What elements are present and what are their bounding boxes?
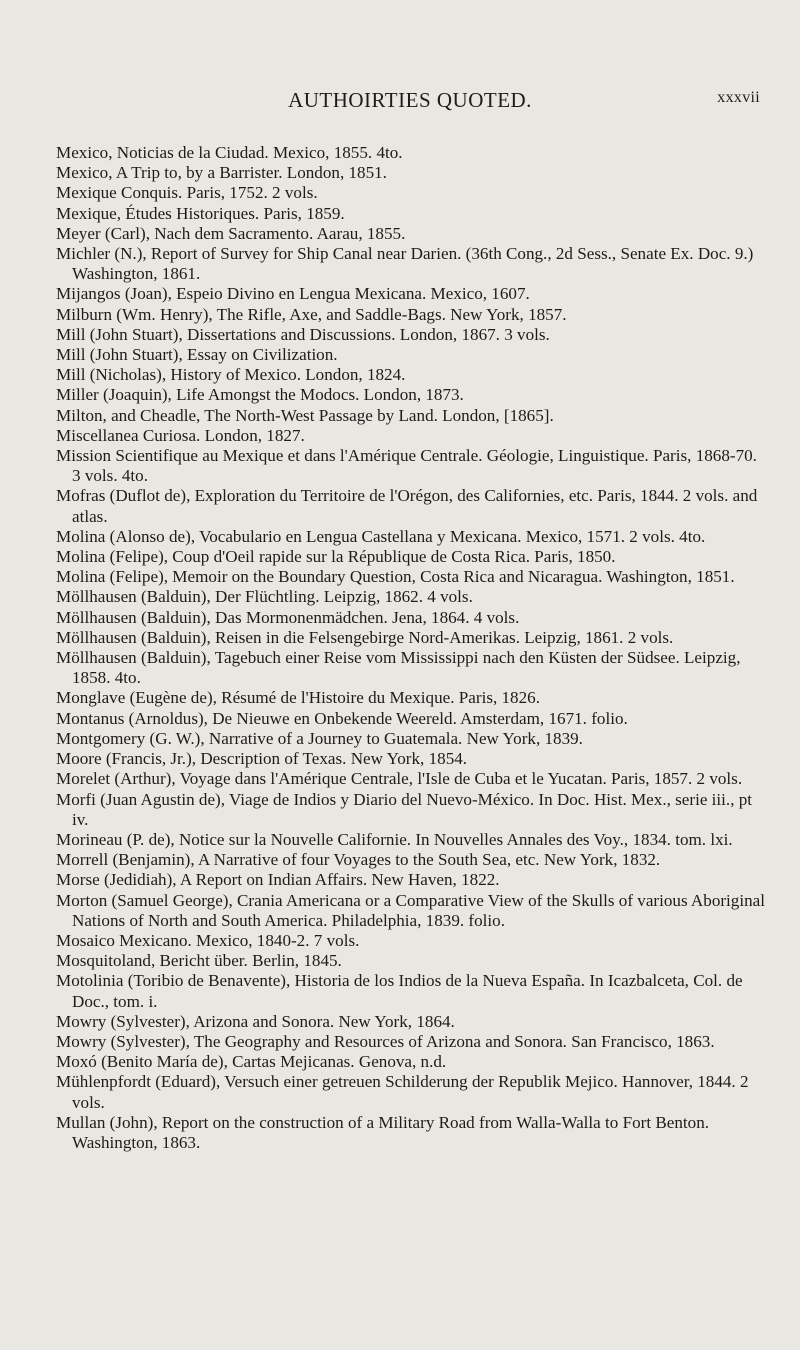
bibliography-entry: Milton, and Cheadle, The North-West Passage by Land. London, [1865]. [56, 405, 554, 425]
bibliography-entry: Morrell (Benjamin), A Narrative of four Voyages to the South Sea, etc. New York, 1832. [56, 850, 661, 870]
bibliography-entry: Morineau (P. de), Notice sur la Nouvelle Californie. In Nouvelles Annales des Voy., 1834. tom. lxi. [56, 829, 733, 849]
bibliography-entry: Mission Scientifique au Mexique et dans l'Amérique Centrale. Géologie, Linguistique. Paris, 1868-70. 3 vols. 4to. [56, 446, 757, 486]
bibliography-entry: Möllhausen (Balduin), Das Mormonenmädchen. Jena, 1864. 4 vols. [56, 607, 520, 627]
bibliography-entry: Mowry (Sylvester), Arizona and Sonora. New York, 1864. [56, 1011, 455, 1031]
bibliography-entry: Moore (Francis, Jr.), Description of Texas. New York, 1854. [56, 749, 468, 769]
bibliography-list [56, 143, 768, 1153]
bibliography-entry: Miscellanea Curiosa. London, 1827. [56, 425, 305, 445]
bibliography-entry: Molina (Felipe), Coup d'Oeil rapide sur la République de Costa Rica. Paris, 1850. [56, 547, 616, 567]
page-number: xxxvii [717, 89, 760, 106]
bibliography-entry: Mühlenpfordt (Eduard), Versuch einer getreuen Schilderung der Republik Mejico. Hannover, 1844. 2 vols. [56, 1072, 749, 1112]
bibliography-entry: Montgomery (G. W.), Narrative of a Journey to Guatemala. New York, 1839. [56, 728, 583, 748]
bibliography-entry: Möllhausen (Balduin), Reisen in die Felsengebirge Nord-Amerikas. Leipzig, 1861. 2 vols. [56, 627, 674, 647]
bibliography-entry: Monglave (Eugène de), Résumé de l'Histoire du Mexique. Paris, 1826. [56, 688, 540, 708]
bibliography-entry: Möllhausen (Balduin), Tagebuch einer Reise vom Mississippi nach den Küsten der Südsee. Leipzig, 1858. 4to. [56, 648, 741, 688]
bibliography-entry: Motolinia (Toribio de Benavente), Historia de los Indios de la Nueva España. In Icazbalceta, Col. de Doc., tom. i. [56, 971, 743, 1011]
bibliography-entry: Mowry (Sylvester), The Geography and Resources of Arizona and Sonora. San Francisco, 1863. [56, 1031, 715, 1051]
bibliography-entry: Moxó (Benito María de), Cartas Mejicanas. Genova, n.d. [56, 1052, 447, 1072]
running-title: AUTHOIRTIES QUOTED. [288, 88, 532, 112]
bibliography-entry: Mexico, Noticias de la Ciudad. Mexico, 1855. 4to. [56, 143, 403, 162]
bibliography-entry: Milburn (Wm. Henry), The Rifle, Axe, and Saddle-Bags. New York, 1857. [56, 304, 567, 324]
bibliography-entry: Morton (Samuel George), Crania Americana or a Comparative View of the Skulls of various Aboriginal Nations of North and South America. Philadelphia, 1839. folio. [56, 890, 765, 930]
bibliography-entry: Mill (John Stuart), Dissertations and Discussions. London, 1867. 3 vols. [56, 324, 550, 344]
bibliography-entry: Mill (Nicholas), History of Mexico. London, 1824. [56, 365, 406, 385]
bibliography-entry: Meyer (Carl), Nach dem Sacramento. Aarau, 1855. [56, 223, 406, 243]
bibliography-entry: Michler (N.), Report of Survey for Ship Canal near Darien. (36th Cong., 2d Sess., Senate Ex. Doc. 9.) Washington, 1861. [56, 244, 754, 284]
bibliography-entry: Miller (Joaquin), Life Amongst the Modocs. London, 1873. [56, 385, 464, 405]
bibliography-entry: Mexico, A Trip to, by a Barrister. London, 1851. [56, 163, 387, 183]
bibliography-entry: Montanus (Arnoldus), De Nieuwe en Onbekende Weereld. Amsterdam, 1671. folio. [56, 708, 628, 728]
bibliography-entry: Morelet (Arthur), Voyage dans l'Amérique Centrale, l'Isle de Cuba et le Yucatan. Paris, 1857. 2 vols. [56, 769, 743, 789]
bibliography-entry: Morse (Jedidiah), A Report on Indian Affairs. New Haven, 1822. [56, 870, 500, 890]
bibliography-entry: Mexique Conquis. Paris, 1752. 2 vols. [56, 183, 318, 203]
bibliography-entry: Molina (Alonso de), Vocabulario en Lengua Castellana y Mexicana. Mexico, 1571. 2 vols. 4to. [56, 526, 706, 546]
bibliography-entry: Morfi (Juan Agustin de), Viage de Indios y Diario del Nuevo-México. In Doc. Hist. Mex., serie iii., pt iv. [56, 789, 753, 829]
bibliography-entry: Mill (John Stuart), Essay on Civilization. [56, 345, 338, 365]
page-header [60, 88, 760, 116]
bibliography-entry: Molina (Felipe), Memoir on the Boundary Question, Costa Rica and Nicaragua. Washington, 1851. [56, 567, 735, 587]
bibliography-entry: Möllhausen (Balduin), Der Flüchtling. Leipzig, 1862. 4 vols. [56, 587, 473, 607]
bibliography-entry: Mosquitoland, Bericht über. Berlin, 1845. [56, 951, 342, 971]
bibliography-entry: Mullan (John), Report on the construction of a Military Road from Walla-Walla to Fort Benton. Washington, 1863. [56, 1112, 710, 1152]
bibliography-entry: Mijangos (Joan), Espeio Divino en Lengua Mexicana. Mexico, 1607. [56, 284, 530, 304]
bibliography-entry: Mosaico Mexicano. Mexico, 1840-2. 7 vols. [56, 930, 360, 950]
bibliography-entry: Mofras (Duflot de), Exploration du Territoire de l'Orégon, des Californies, etc. Paris, 1844. 2 vols. and atlas. [56, 486, 758, 526]
bibliography-entry: Mexique, Études Historiques. Paris, 1859. [56, 203, 345, 223]
